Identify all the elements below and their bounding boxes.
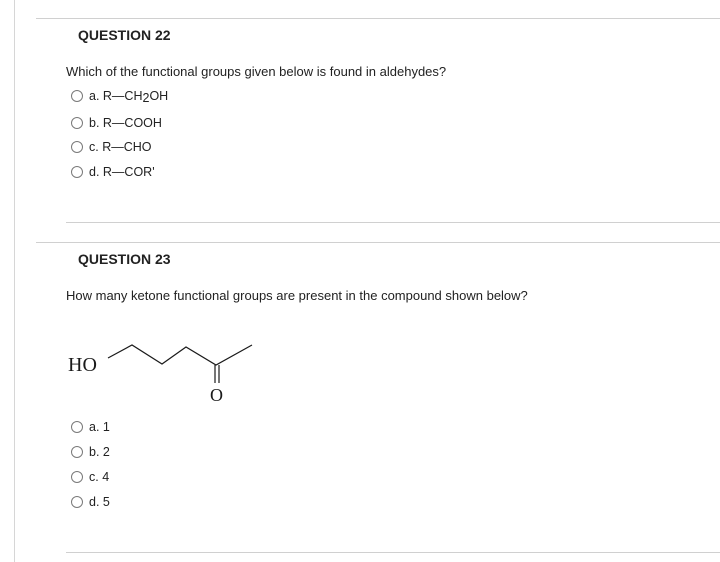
option-label: a. 1: [89, 420, 110, 434]
radio-button[interactable]: [71, 141, 83, 153]
radio-button[interactable]: [71, 117, 83, 129]
left-border: [14, 0, 15, 562]
question-23-bottom-divider: [66, 552, 720, 553]
q23-option-a[interactable]: [71, 419, 110, 435]
q22-option-a[interactable]: [71, 88, 168, 104]
q23-option-b[interactable]: [71, 444, 110, 460]
radio-button[interactable]: [71, 496, 83, 508]
option-label: b. 2: [89, 445, 110, 459]
radio-button[interactable]: [71, 471, 83, 483]
option-label: d. 5: [89, 495, 110, 509]
option-label: d. R—COR': [89, 165, 155, 179]
radio-button[interactable]: [71, 166, 83, 178]
q22-option-c[interactable]: [71, 139, 152, 155]
radio-button[interactable]: [71, 421, 83, 433]
option-label: a. $R—CH_2OH$: [89, 89, 169, 105]
radio-button[interactable]: [71, 90, 83, 102]
option-label: c. R—CHO: [89, 140, 152, 154]
radio-button[interactable]: [71, 446, 83, 458]
q23-option-d[interactable]: [71, 494, 110, 510]
question-22-text: Which of the functional groups given below is found in aldehydes?: [66, 64, 447, 79]
question-22-top-divider: [36, 18, 720, 19]
question-23-title: QUESTION 23: [78, 251, 171, 267]
molecule-structure: [60, 330, 270, 410]
question-23-text: How many ketone functional groups are present in the compound shown below?: [66, 288, 528, 303]
option-label: c. 4: [89, 470, 110, 484]
question-22-bottom-divider: [66, 222, 720, 223]
option-label: b. R—COOH: [89, 116, 162, 130]
question-22-title: QUESTION 22: [78, 27, 171, 43]
carbonyl-oxygen-label: O: [210, 385, 223, 405]
question-23-top-divider: [36, 242, 720, 243]
q23-option-c[interactable]: [71, 469, 109, 485]
hydroxyl-label: HO: [68, 354, 97, 376]
q22-option-d[interactable]: [71, 164, 155, 180]
carbon-chain: [108, 345, 252, 365]
q22-option-b[interactable]: [71, 115, 162, 131]
